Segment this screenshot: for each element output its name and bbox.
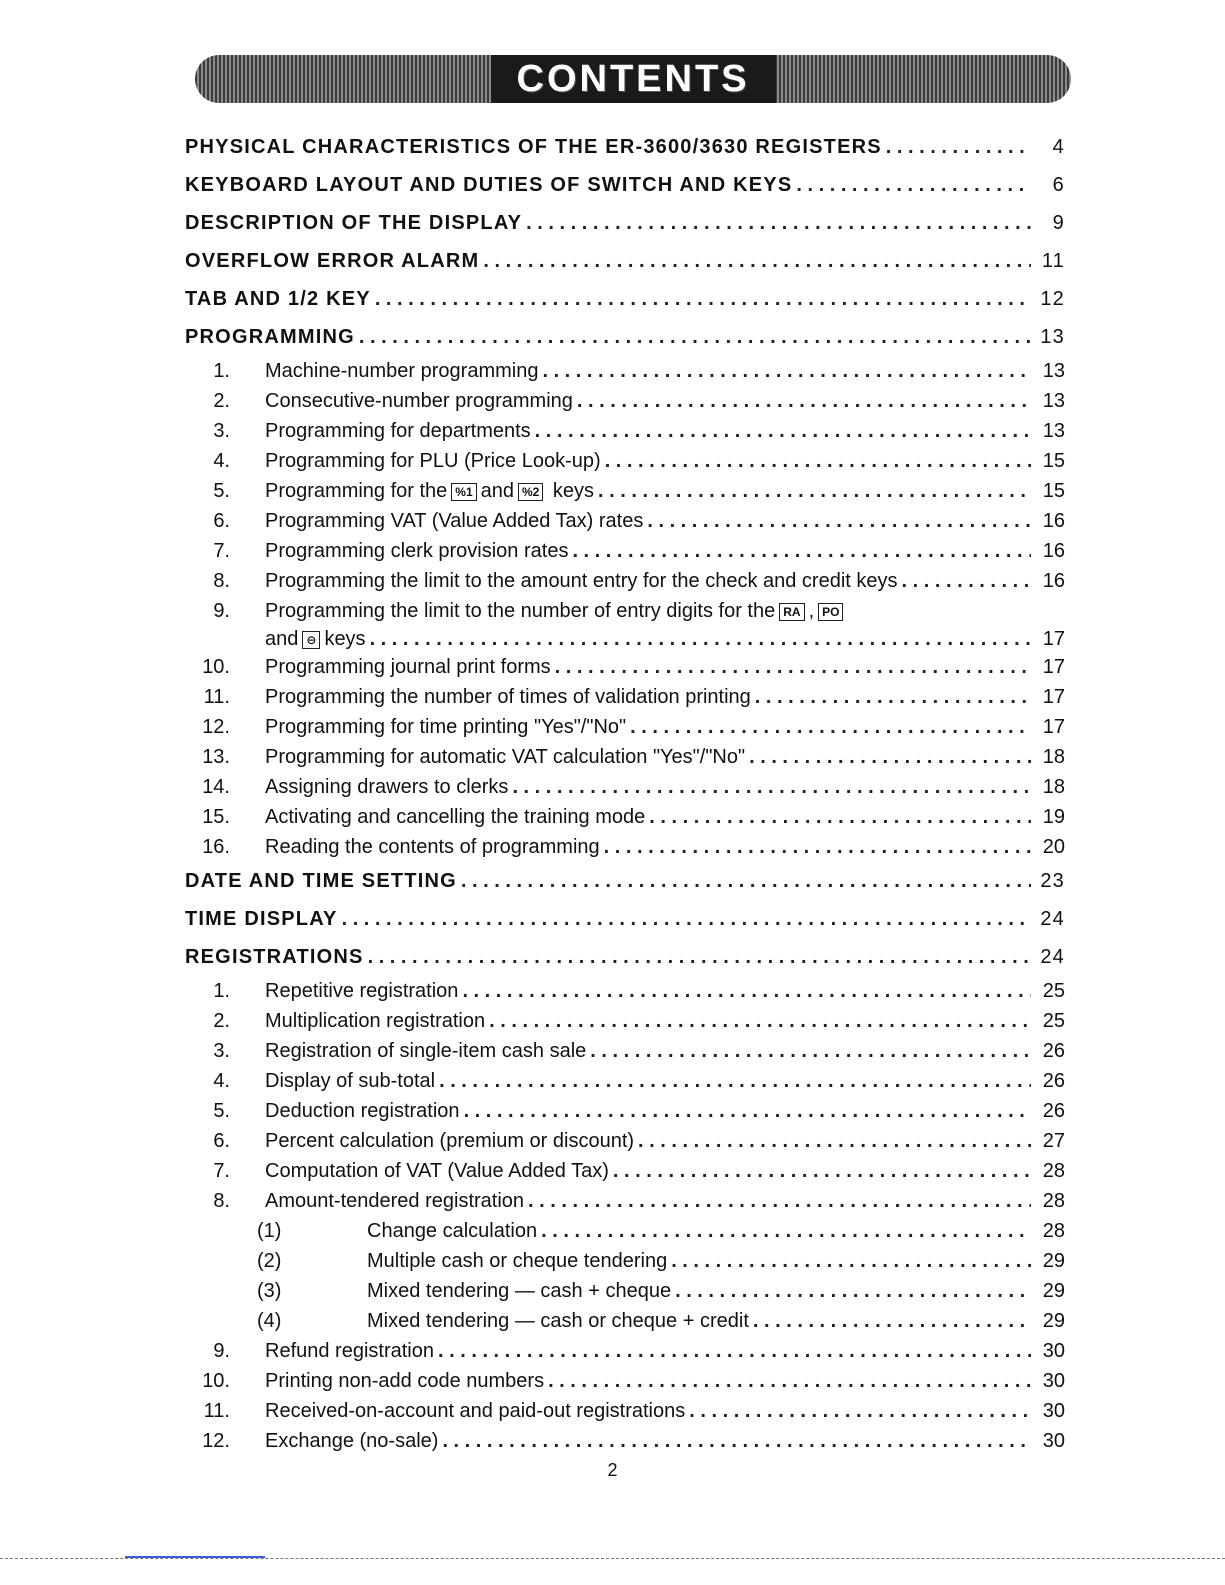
toc-label-text: REGISTRATIONS <box>185 946 364 968</box>
toc-label-text: and <box>265 628 299 650</box>
toc-page-number: 18 <box>1042 746 1065 768</box>
toc-item-number: 1. <box>213 980 230 1002</box>
toc-label-text: Mixed tendering — cash + cheque <box>367 1280 672 1302</box>
toc-item <box>185 772 1065 802</box>
toc-label-text: Percent calculation (premium or discount) <box>265 1130 635 1152</box>
toc-label-text: and <box>480 480 515 502</box>
toc-label-text: Activating and cancelling the training mode <box>265 806 646 828</box>
toc-label-text: KEYBOARD LAYOUT AND DUTIES OF SWITCH AND KEYS <box>185 174 793 196</box>
toc-item <box>185 1426 1065 1456</box>
toc-label-text: Programming the number of times of validation printing <box>265 686 751 708</box>
toc-item-label <box>265 1066 435 1096</box>
toc-page-number: 19 <box>1042 806 1065 828</box>
dot-leader <box>577 386 1031 416</box>
toc-item-label <box>185 166 792 204</box>
toc-item-label <box>265 802 645 832</box>
dot-leader <box>675 1276 1031 1306</box>
toc-item-label <box>265 712 626 742</box>
toc-item-number: (3) <box>257 1280 282 1302</box>
toc-item-label <box>265 1126 634 1156</box>
toc-label-text: Programming for departments <box>265 420 531 442</box>
toc-item-label <box>265 1186 524 1216</box>
toc-item <box>185 742 1065 772</box>
toc-item-number: 2. <box>213 390 230 412</box>
toc-item-label <box>265 976 458 1006</box>
toc-item-label <box>185 900 338 938</box>
toc-item-label <box>265 506 643 536</box>
dot-leader <box>796 166 1031 204</box>
toc-label-text: Amount-tendered registration <box>265 1190 525 1212</box>
toc-item <box>185 1186 1065 1216</box>
toc-page-number: 16 <box>1042 510 1065 532</box>
toc-page-number: 15 <box>1042 480 1065 502</box>
toc-section <box>185 318 1065 356</box>
toc-item-number: (1) <box>257 1220 282 1242</box>
toc-item <box>185 596 1065 626</box>
toc-item <box>185 682 1065 712</box>
toc-label-text: keys <box>552 480 595 502</box>
toc-item-number: 4. <box>213 1070 230 1092</box>
footer-divider <box>0 1558 1225 1559</box>
toc-section <box>185 204 1065 242</box>
toc-item <box>185 566 1065 596</box>
toc-item-label <box>185 128 882 166</box>
toc-item <box>185 1366 1065 1396</box>
toc-item-number: 10. <box>202 656 230 678</box>
toc-page-number: 29 <box>1042 1250 1065 1272</box>
toc-label-text: Multiplication registration <box>265 1010 486 1032</box>
dot-leader <box>526 204 1031 242</box>
toc-label-text: Repetitive registration <box>265 980 459 1002</box>
dot-leader <box>671 1246 1031 1276</box>
toc-label-text: Programming journal print forms <box>265 656 551 678</box>
toc-page-number: 26 <box>1042 1100 1065 1122</box>
toc-label-text: Machine-number programming <box>265 360 539 382</box>
toc-label-text: Programming for PLU (Price Look-up) <box>265 450 601 472</box>
dot-leader <box>542 356 1031 386</box>
toc-item <box>185 1336 1065 1366</box>
toc-label-text: Refund registration <box>265 1340 434 1362</box>
contents-banner <box>195 55 1071 103</box>
dot-leader <box>572 536 1031 566</box>
toc-label-text: PHYSICAL CHARACTERISTICS OF THE ER-3600/3630 REGISTERS <box>185 136 882 158</box>
toc-item-label <box>265 832 600 862</box>
toc-page-number: 13 <box>1040 326 1065 348</box>
toc-item-label <box>265 566 898 596</box>
toc-item-label <box>265 772 508 802</box>
toc-item-label <box>265 1366 544 1396</box>
toc-item-number: 16. <box>202 836 230 858</box>
toc-item-label <box>265 1036 586 1066</box>
dot-leader <box>638 1126 1031 1156</box>
key-icon: ⊖ <box>302 631 320 649</box>
toc-page-number: 28 <box>1042 1220 1065 1242</box>
toc-item-number: 2. <box>213 1010 230 1032</box>
dot-leader <box>342 900 1031 938</box>
dot-leader <box>483 242 1031 280</box>
toc-item <box>185 1276 1065 1306</box>
toc-item-number: 6. <box>213 510 230 532</box>
toc-page-number: 18 <box>1042 776 1065 798</box>
toc-page-number: 30 <box>1042 1430 1065 1452</box>
toc-page-number: 24 <box>1040 946 1065 968</box>
toc-item-number: 5. <box>213 1100 230 1122</box>
toc-item-label <box>265 1336 434 1366</box>
toc-item <box>185 1156 1065 1186</box>
toc-item-number: 6. <box>213 1130 230 1152</box>
toc-item-label <box>367 1246 667 1276</box>
toc-item <box>185 626 1065 652</box>
dot-leader <box>375 280 1031 318</box>
toc-page-number: 28 <box>1042 1190 1065 1212</box>
toc-item-number: 3. <box>213 420 230 442</box>
dot-leader <box>753 1306 1031 1336</box>
toc-item-number: 8. <box>213 1190 230 1212</box>
toc-item <box>185 1126 1065 1156</box>
toc-item-number: (4) <box>257 1310 282 1332</box>
toc-page-number: 28 <box>1042 1160 1065 1182</box>
toc-item <box>185 832 1065 862</box>
toc-label-text: Programming for the <box>265 480 448 502</box>
toc-item-label <box>185 242 479 280</box>
toc-item-number: 11. <box>203 1400 230 1422</box>
toc-item-label <box>265 626 366 652</box>
toc-page-number: 30 <box>1042 1340 1065 1362</box>
toc-item-label <box>265 356 538 386</box>
toc-page-number: 16 <box>1042 570 1065 592</box>
dot-leader <box>370 626 1031 652</box>
toc-page-number: 13 <box>1042 360 1065 382</box>
toc-page-number: 9 <box>1052 212 1065 234</box>
toc-item-label <box>367 1306 749 1336</box>
dot-leader <box>613 1156 1031 1186</box>
toc-section <box>185 862 1065 900</box>
toc-page-number: 17 <box>1042 686 1065 708</box>
dot-leader <box>439 1066 1031 1096</box>
dot-leader <box>548 1366 1031 1396</box>
toc-label-text: Programming VAT (Value Added Tax) rates <box>265 510 644 532</box>
dot-leader <box>749 742 1031 772</box>
toc-item-number: 11. <box>203 686 230 708</box>
toc-label-text: TAB AND 1/2 KEY <box>185 288 371 310</box>
toc-item <box>185 1216 1065 1246</box>
toc-item-number: 3. <box>213 1040 230 1062</box>
dot-leader <box>462 976 1031 1006</box>
dot-leader <box>630 712 1031 742</box>
dot-leader <box>649 802 1031 832</box>
toc-item <box>185 1396 1065 1426</box>
toc-label-text: Reading the contents of programming <box>265 836 600 858</box>
toc-item-number: 10. <box>202 1370 230 1392</box>
toc-label-text: Deduction registration <box>265 1100 460 1122</box>
toc-page-number: 13 <box>1042 390 1065 412</box>
toc-item-label <box>367 1216 537 1246</box>
toc-item-label <box>265 536 568 566</box>
toc-item-label <box>265 1396 685 1426</box>
dot-leader <box>755 682 1031 712</box>
dot-leader <box>590 1036 1031 1066</box>
dot-leader <box>442 1426 1031 1456</box>
footer-link-underline <box>125 1556 265 1558</box>
toc-label-text: Programming clerk provision rates <box>265 540 569 562</box>
toc-label-text: Programming for time printing "Yes"/"No" <box>265 716 627 738</box>
toc-page-number: 26 <box>1042 1040 1065 1062</box>
toc-label-text: Programming the limit to the number of entry digits for the <box>265 600 776 622</box>
toc-item-label <box>185 204 522 242</box>
dot-leader <box>886 128 1031 166</box>
toc-page-number: 30 <box>1042 1370 1065 1392</box>
key-icon: %2 <box>518 483 543 501</box>
toc-page-number: 26 <box>1042 1070 1065 1092</box>
page-number: 2 <box>607 1460 618 1480</box>
toc-section <box>185 128 1065 166</box>
key-icon: %1 <box>451 483 476 501</box>
toc-page-number: 13 <box>1042 420 1065 442</box>
toc-item-number: 9. <box>213 600 230 622</box>
toc-item-number: 8. <box>213 570 230 592</box>
dot-leader <box>528 1186 1031 1216</box>
toc-page-number: 15 <box>1042 450 1065 472</box>
toc-item <box>185 976 1065 1006</box>
toc-page-number: 6 <box>1052 174 1065 196</box>
toc-item-label <box>185 280 371 318</box>
toc-item <box>185 506 1065 536</box>
dot-leader <box>605 446 1031 476</box>
toc-section <box>185 242 1065 280</box>
dot-leader <box>535 416 1031 446</box>
dot-leader <box>902 566 1031 596</box>
toc-page-number: 16 <box>1042 540 1065 562</box>
toc-page-number: 24 <box>1040 908 1065 930</box>
toc-item <box>185 1246 1065 1276</box>
dot-leader <box>489 1006 1031 1036</box>
toc-item-number: 4. <box>213 450 230 472</box>
toc-label-text: Exchange (no-sale) <box>265 1430 439 1452</box>
toc-item <box>185 1006 1065 1036</box>
toc-label-text: Printing non-add code numbers <box>265 1370 545 1392</box>
toc-item-label <box>265 1006 485 1036</box>
toc-item <box>185 1096 1065 1126</box>
toc-item <box>185 712 1065 742</box>
toc-page-number: 17 <box>1042 656 1065 678</box>
toc-item-label <box>265 1096 460 1126</box>
toc-label-text: Received-on-account and paid-out registrations <box>265 1400 686 1422</box>
toc-page-number: 27 <box>1042 1130 1065 1152</box>
dot-leader <box>359 318 1031 356</box>
toc-item <box>185 536 1065 566</box>
toc-page-number: 23 <box>1040 870 1065 892</box>
toc-item-label <box>265 742 745 772</box>
toc-label-text: Mixed tendering — cash or cheque + credit <box>367 1310 749 1332</box>
toc-item-label <box>185 862 457 900</box>
toc-page-number: 17 <box>1042 716 1065 738</box>
toc-item-number: 12. <box>202 716 230 738</box>
toc-page-number: 11 <box>1041 250 1065 272</box>
dot-leader <box>464 1096 1031 1126</box>
toc-item-label <box>265 1426 438 1456</box>
toc-page-number: 4 <box>1052 136 1065 158</box>
toc-section <box>185 900 1065 938</box>
toc-label-text: Computation of VAT (Value Added Tax) <box>265 1160 609 1182</box>
dot-leader <box>555 652 1031 682</box>
table-of-contents <box>185 128 1065 1456</box>
toc-item <box>185 446 1065 476</box>
dot-leader <box>368 938 1031 976</box>
toc-item-label <box>265 596 847 626</box>
toc-label-text: OVERFLOW ERROR ALARM <box>185 250 480 272</box>
toc-item <box>185 1036 1065 1066</box>
dot-leader <box>689 1396 1031 1426</box>
toc-label-text: Assigning drawers to clerks <box>265 776 509 798</box>
toc-item-number: 14. <box>202 776 230 798</box>
dot-leader <box>604 832 1031 862</box>
toc-item <box>185 1306 1065 1336</box>
toc-item-number: 7. <box>213 1160 230 1182</box>
dot-leader <box>598 476 1031 506</box>
toc-item-number: 7. <box>213 540 230 562</box>
toc-item-label <box>265 446 601 476</box>
contents-title: CONTENTS <box>491 55 776 103</box>
toc-item-number: 1. <box>213 360 230 382</box>
toc-label-text: Multiple cash or cheque tendering <box>367 1250 668 1272</box>
toc-item <box>185 356 1065 386</box>
toc-item <box>185 476 1065 506</box>
toc-item <box>185 652 1065 682</box>
dot-leader <box>461 862 1031 900</box>
toc-item-label <box>265 1156 609 1186</box>
dot-leader <box>541 1216 1031 1246</box>
toc-item-label <box>367 1276 671 1306</box>
toc-label-text: , <box>808 600 815 622</box>
toc-item-label <box>185 318 355 356</box>
toc-label-text: Change calculation <box>367 1220 538 1242</box>
toc-label-text: DESCRIPTION OF THE DISPLAY <box>185 212 523 234</box>
toc-label-text: TIME DISPLAY <box>185 908 338 930</box>
toc-page-number: 25 <box>1042 1010 1065 1032</box>
toc-item-number: 12. <box>202 1430 230 1452</box>
dot-leader <box>512 772 1031 802</box>
toc-item-label <box>185 938 364 976</box>
dot-leader <box>438 1336 1031 1366</box>
toc-item-number: 13. <box>202 746 230 768</box>
toc-item-label <box>265 652 551 682</box>
toc-label-text: DATE AND TIME SETTING <box>185 870 457 892</box>
toc-section <box>185 280 1065 318</box>
toc-item-number: 5. <box>213 480 230 502</box>
toc-label-text: Consecutive-number programming <box>265 390 573 412</box>
toc-item-label <box>265 476 594 506</box>
toc-label-text: PROGRAMMING <box>185 326 355 348</box>
toc-item-number: 15. <box>202 806 230 828</box>
toc-label-text: Registration of single-item cash sale <box>265 1040 587 1062</box>
toc-section <box>185 938 1065 976</box>
toc-item <box>185 386 1065 416</box>
dot-leader <box>647 506 1031 536</box>
key-icon: RA <box>779 603 804 621</box>
toc-label-text: keys <box>324 628 366 650</box>
toc-item-number: 9. <box>213 1340 230 1362</box>
toc-item-label <box>265 682 751 712</box>
toc-page-number: 12 <box>1040 288 1065 310</box>
toc-item-label <box>265 416 531 446</box>
toc-page-number: 29 <box>1042 1310 1065 1332</box>
toc-label-text: Display of sub-total <box>265 1070 436 1092</box>
toc-item-number: (2) <box>257 1250 282 1272</box>
toc-page-number: 30 <box>1042 1400 1065 1422</box>
toc-page-number: 20 <box>1042 836 1065 858</box>
toc-item-label <box>265 386 573 416</box>
toc-page-number: 25 <box>1042 980 1065 1002</box>
toc-page-number: 17 <box>1042 628 1065 650</box>
toc-section <box>185 166 1065 204</box>
toc-label-text: Programming the limit to the amount entry for the check and credit keys <box>265 570 898 592</box>
toc-item <box>185 802 1065 832</box>
toc-item <box>185 1066 1065 1096</box>
toc-label-text: Programming for automatic VAT calculation "Yes"/"No" <box>265 746 746 768</box>
toc-item <box>185 416 1065 446</box>
key-icon: PO <box>818 603 843 621</box>
toc-page-number: 29 <box>1042 1280 1065 1302</box>
